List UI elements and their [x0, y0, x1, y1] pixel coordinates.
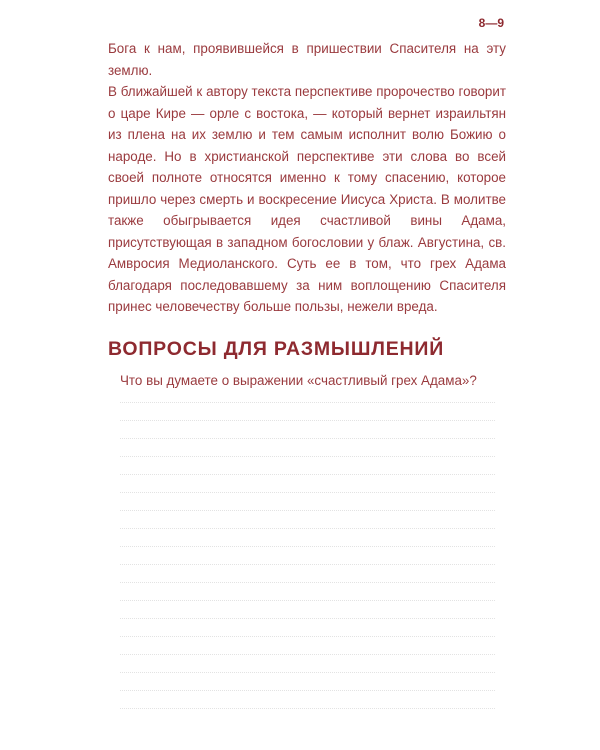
answer-line[interactable] [120, 474, 495, 492]
answer-line[interactable] [120, 564, 495, 582]
answer-line[interactable] [120, 690, 495, 708]
answer-line[interactable] [120, 600, 495, 618]
answer-line[interactable] [120, 546, 495, 564]
paragraph: Бога к нам, проявившейся в пришествии Спасителя на эту землю. [108, 41, 506, 78]
page-content [108, 38, 506, 726]
answer-line[interactable] [120, 510, 495, 528]
answer-line[interactable] [120, 528, 495, 546]
question: Что вы думаете о выражении «счастливый грех Адама»? [120, 372, 477, 388]
answer-line[interactable] [120, 402, 495, 420]
answer-line[interactable] [120, 654, 495, 672]
answer-line[interactable] [120, 636, 495, 654]
paragraph: В ближайшей к автору текста перспективе пророчество говорит о царе Кире — орле с востока, — который вернет израильтян из плена на их землю и тем самым исполнит волю Божию о народе. Но в христианской перспективе эти слова во всей своей полноте относятся именно к тому спасению, которое пришло через смерть и воскресение Иисуса Христа. В молитве также обыгрывается идея счастливой вины Адама, присутствующая в западном богословии у блаж. Августина, св. Амвросия Медиоланского. Суть ее в том, что грех Адама благодаря последовавшему за ним воплощению Спасителя принес человечеству больше пользы, нежели вреда. [108, 84, 506, 314]
answer-line[interactable] [120, 618, 495, 636]
answer-line[interactable] [120, 708, 495, 726]
section-heading: ВОПРОСЫ ДЛЯ РАЗМЫШЛЕНИЙ [108, 337, 445, 360]
answer-line[interactable] [120, 492, 495, 510]
answer-line[interactable] [120, 420, 495, 438]
answer-lines[interactable] [120, 402, 495, 726]
answer-line[interactable] [120, 672, 495, 690]
page-number: 8—9 [478, 16, 504, 30]
answer-line[interactable] [120, 582, 495, 600]
answer-line[interactable] [120, 438, 495, 456]
body-text [108, 38, 506, 318]
answer-line[interactable] [120, 456, 495, 474]
